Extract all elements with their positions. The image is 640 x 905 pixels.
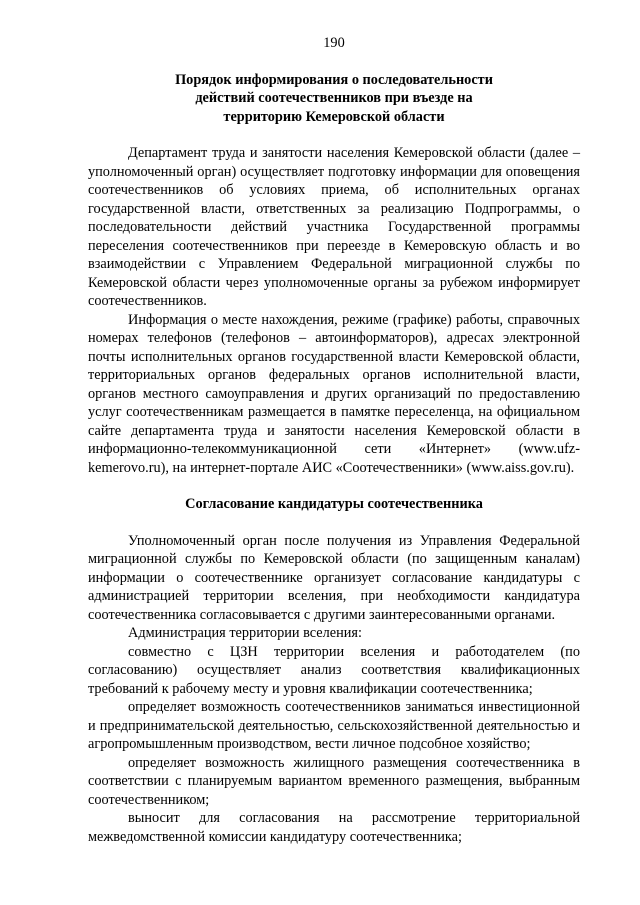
title-line: территорию Кемеровской области: [223, 108, 445, 125]
document-title: [88, 71, 580, 127]
paragraph: Департамент труда и занятости населения Кемеровской области (далее – уполномоченный орган) осуществляет подготовку информации для оповещения соотечественников об условиях приема, об исполнительных органах государственной власти, ответственных за реализацию Подпрограммы, о последовательности действий участника Государственной программы переселения соотечественников при переезде в Кемеровскую область и во взаимодействии с Управлением Федеральной миграционной службы по Кемеровской области через уполномоченные органы за рубежом информирует соотечественников.: [88, 145, 580, 309]
section-title: Согласование кандидатуры соотечественника: [185, 496, 483, 512]
paragraph: определяет возможность жилищного размещения соотечественника в соответствии с планируемым вариантом временного размещения, выбранным соотечественником;: [88, 754, 580, 808]
paragraph: выносит для согласования на рассмотрение территориальной межведомственной комиссии кандидатуру соотечественника;: [88, 810, 580, 845]
paragraph: совместно с ЦЗН территории вселения и работодателем (по согласованию) осуществляет анализ соответствия квалификационных требований к рабочему месту и уровня квалификации соотечественника;: [88, 643, 580, 697]
paragraph: Уполномоченный орган после получения из Управления Федеральной миграционной службы по Кемеровской области (по защищенным каналам) информации о соотечественнике организует согласование кандидатуры с администрацией территории вселения, при необходимости кандидатура соотечественника согласовывается с другими заинтересованными органами.: [88, 532, 580, 623]
title-line: Порядок информирования о последовательности: [175, 71, 493, 88]
paragraph: Информация о месте нахождения, режиме (графике) работы, справочных номерах телефонов (телефонов – автоинформаторов), адресах электронной почты исполнительных органов государственной власти Кемеровской области, территориальных органов федеральных органов исполнительной власти, органов местного самоуправления и других организаций по предоставлению услуг соотечественникам размещается в памятке переселенца, на официальном сайте департамента труда и занятости населения Кемеровской области в информационно-телекоммуникационной сети «Интернет» (www.ufz-kemerovo.ru), на интернет-портале АИС «Соотечественники» (www.aiss.gov.ru).: [88, 311, 580, 476]
paragraph: Администрация территории вселения:: [128, 625, 362, 641]
paragraph: определяет возможность соотечественников заниматься инвестиционной и предпринимательской деятельностью, сельскохозяйственной деятельностью и агропромышленным производством, вести личное подсобное хозяйство;: [88, 699, 580, 752]
page-number: 190: [323, 35, 345, 51]
title-line: действий соотечественников при въезде на: [195, 90, 473, 106]
